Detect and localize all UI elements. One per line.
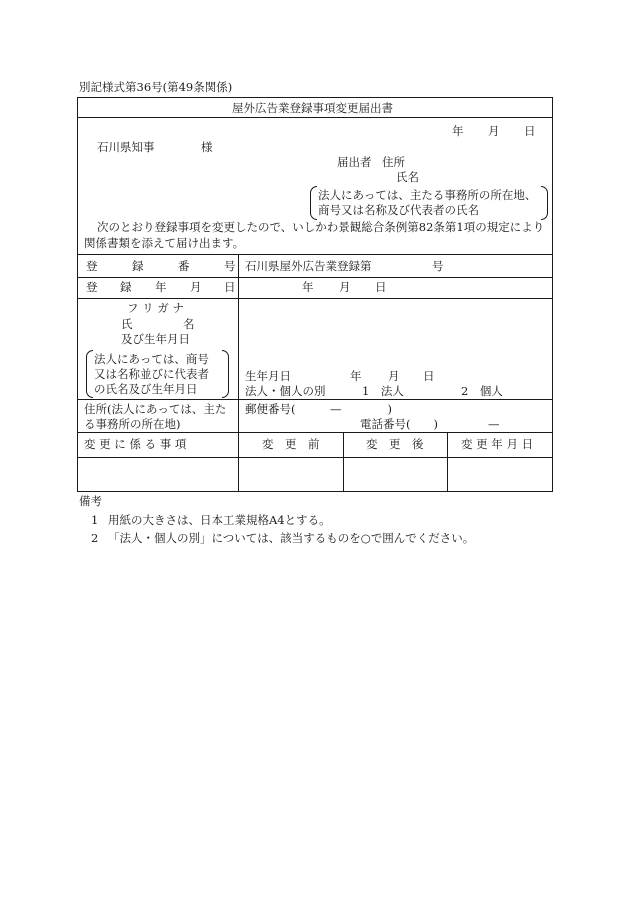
note-2-number: 2 [91, 531, 99, 545]
rule-changes-header [77, 457, 553, 458]
entity-type-label: 法人・個人の別 [245, 384, 326, 398]
date-day: 日 [524, 124, 536, 138]
person-note-paren-right [222, 350, 229, 398]
body-line1: 次のとおり登録事項を変更したので、いしかわ景観総合条例第82条第1項の規定により [97, 220, 545, 234]
corp-note-line1: 法人にあっては、主たる事務所の所在地、 [318, 188, 537, 202]
reg-date-char-3: 年 [155, 280, 167, 294]
birth-date-month: 月 [388, 369, 400, 383]
vrule-before-after [343, 432, 344, 492]
changes-before-header: 変 更 前 [262, 437, 320, 451]
note-1-number: 1 [91, 513, 99, 527]
reg-date-year: 年 [302, 280, 314, 294]
vrule-after-date [447, 432, 448, 492]
changes-date-header: 変 更 年 月 日 [461, 437, 534, 451]
reg-number-prefix: 石川県屋外広告業登録第 [245, 259, 372, 273]
addressee-name: 石川県知事 [97, 140, 155, 154]
reg-number-char-1: 登 [86, 259, 98, 273]
addressee-honorific: 様 [201, 140, 213, 154]
reg-number-suffix: 号 [432, 259, 444, 273]
phone-number: 電話番号( ) [360, 417, 438, 431]
entity-type-corporation: 1 法人 [362, 384, 404, 398]
corp-note-paren-right [541, 186, 548, 220]
changes-after-header: 変 更 後 [366, 437, 424, 451]
note-2-text: 「法人・個人の別」については、該当するものを○で囲んでください。 [108, 531, 475, 545]
notes-heading: 備考 [79, 494, 102, 508]
birth-date-year: 年 [350, 369, 362, 383]
postal-code: 郵便番号( — ) [245, 402, 392, 416]
reg-date-char-1: 登 [86, 280, 98, 294]
applicant-role: 届出者 [337, 155, 372, 169]
reg-date-char-5: 日 [224, 280, 236, 294]
rule-top [77, 254, 553, 255]
corp-note-paren-left [310, 186, 317, 220]
reg-number-char-3: 番 [178, 259, 190, 273]
person-furigana: フ リ ガ ナ [127, 301, 184, 315]
reg-number-char-2: 録 [132, 259, 144, 273]
rule-address [77, 432, 553, 433]
reg-date-char-4: 月 [190, 280, 202, 294]
vrule-label-column [238, 254, 239, 492]
person-note-paren-left [86, 350, 93, 398]
title-divider [77, 117, 553, 118]
form-number: 別記様式第36号(第49条関係) [79, 80, 233, 94]
rule-reg-date [77, 298, 553, 299]
person-name-char-2: 名 [183, 317, 195, 331]
person-birth: 及び生年月日 [121, 332, 190, 346]
reg-date-day: 日 [375, 280, 387, 294]
corp-note-line2: 商号又は名称及び代表者の氏名 [318, 203, 479, 217]
person-note-2: 又は名称並びに代表者 [94, 367, 209, 381]
date-year: 年 [452, 124, 464, 138]
birth-date-day: 日 [423, 369, 435, 383]
applicant-name-label: 氏名 [396, 170, 419, 184]
reg-number-char-4: 号 [224, 259, 236, 273]
entity-type-individual: 2 個人 [461, 384, 503, 398]
address-label-2: る事務所の所在地) [84, 417, 181, 431]
person-note-1: 法人にあっては、商号 [94, 352, 209, 366]
reg-date-char-2: 録 [120, 280, 132, 294]
changes-item-header: 変 更 に 係 る 事 項 [84, 437, 187, 451]
body-line2: 関係書類を添えて届け出ます。 [84, 236, 245, 250]
reg-date-month: 月 [339, 280, 351, 294]
date-month: 月 [488, 124, 500, 138]
note-1-text: 用紙の大きさは、日本工業規格A4とする。 [108, 513, 331, 527]
person-note-3: の氏名及び生年月日 [94, 382, 198, 396]
applicant-address-label: 住所 [382, 155, 405, 169]
person-name-char-1: 氏 [121, 317, 133, 331]
rule-reg-number [77, 277, 553, 278]
rule-person [77, 399, 553, 400]
birth-date-label: 生年月日 [245, 369, 291, 383]
address-label-1: 住所(法人にあっては、主た [84, 402, 227, 416]
form-title: 屋外広告業登録事項変更届出書 [232, 101, 393, 115]
phone-dash: — [488, 417, 500, 431]
